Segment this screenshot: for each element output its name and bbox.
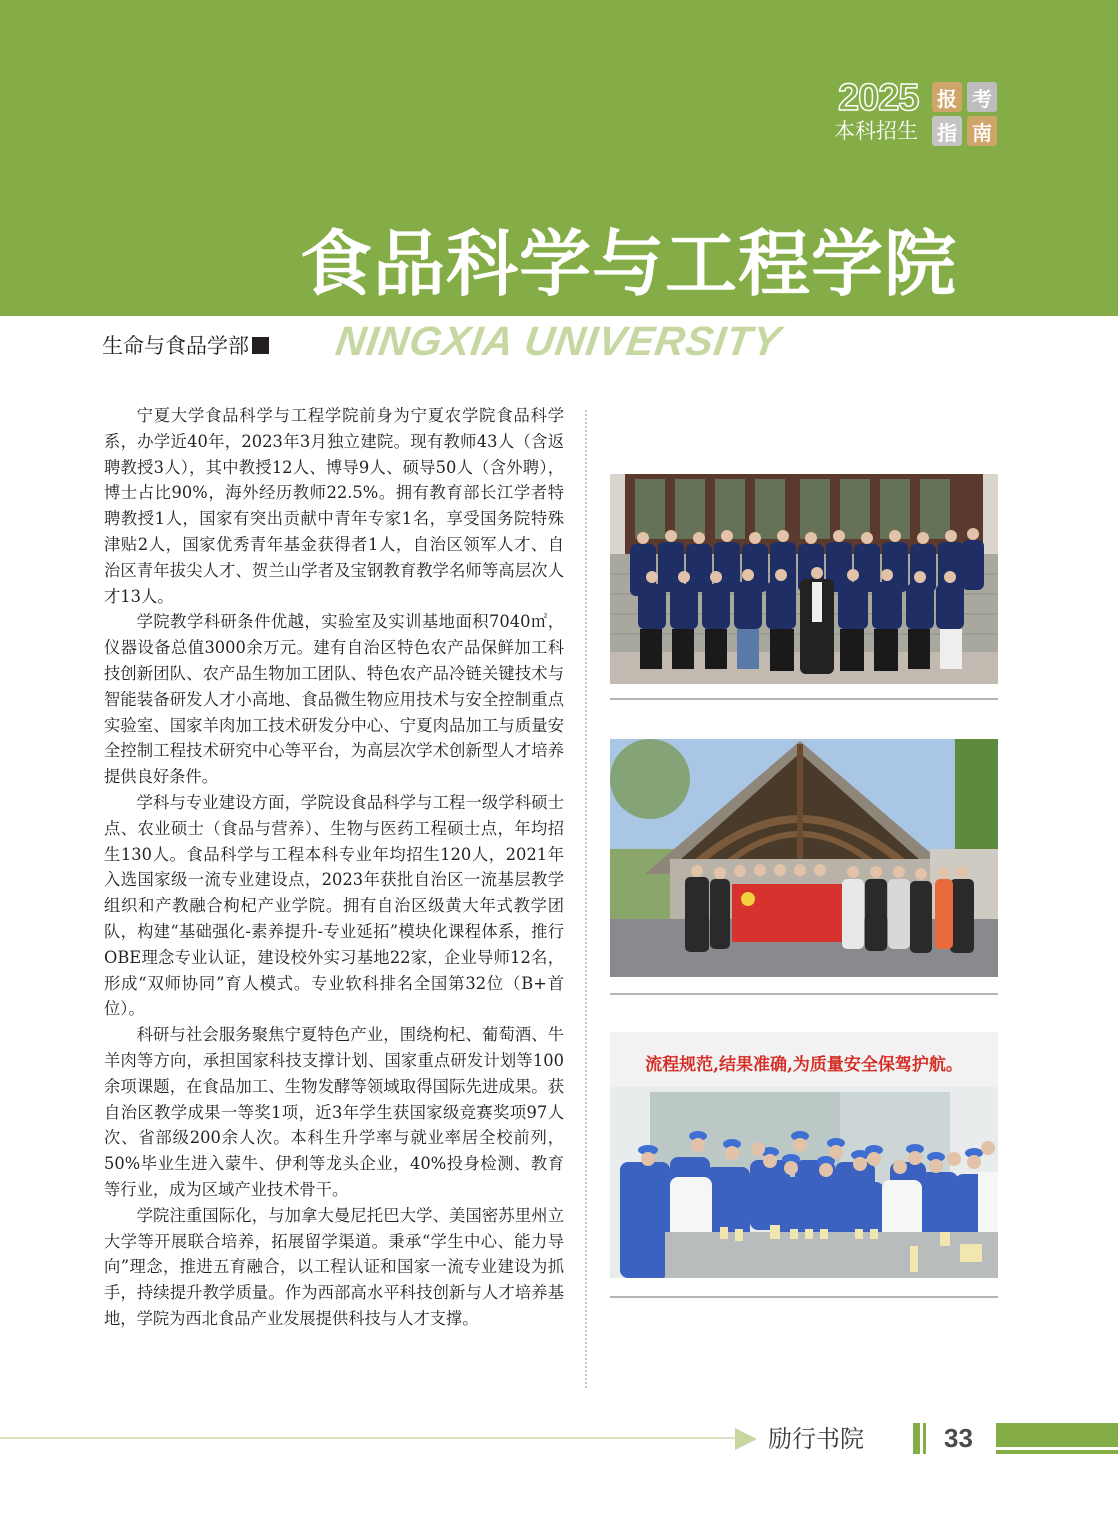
article-paragraph: 学科与专业建设方面，学院设食品科学与工程一级学科硕士点、农业硕士（食品与营养）、生物与医药工程硕士点，年均招生130人。食品科学与工程本科专业年均招生120人，2021年入选国家级一流专业建设点，2023年获批自治区一流基层教学组织和产教融合枸杞产业学院。拥有自治区级黄大年式教学团队，构建“基础强化-素养提升-专业延拓”模块化课程体系，推行OBE理念专业认证，建设校外实习基地22家，企业导师12名，形成“双师协同”育人模式。专业软科排名全国第32位（B+首位）。 bbox=[104, 792, 564, 1019]
flag-group-image bbox=[610, 739, 998, 977]
article-paragraph: 宁夏大学食品科学与工程学院前身为宁夏农学院食品科学系，办学近40年，2023年3月独立建院。现有教师43人（含返聘教授3人），其中教授12人、博导9人、硕导50人（含外聘），博士占比90%，海外经历教师22.5%。拥有教育部长江学者特聘教授1人，国家有突出贡献中青年专家1名，享受国务院特殊津贴2人，国家优秀青年基金获得者1人，自治区领军人才、自治区青年拔尖人才、贺兰山学者及宝钢教育教学名师等高层次人才13人。 bbox=[104, 406, 564, 606]
photo-separator bbox=[610, 698, 998, 700]
article-paragraph: 学院教学科研条件优越，实验室及实训基地面积7040㎡，仪器设备总值3000余万元。建有自治区特色农产品保鲜加工科技创新团队、农产品生物加工团队、特色农产品冷链关键技术与智能装备研发人才小高地、食品微生物应用技术与安全控制重点实验室、国家羊肉加工技术研发分中心、宁夏肉品加工与质量安全控制工程技术研究中心等平台，为高层次学术创新型人才培养提供良好条件。 bbox=[104, 612, 564, 787]
footer-rule bbox=[0, 1437, 740, 1439]
badge-tile: 南 bbox=[967, 116, 997, 146]
university-wordmark: NINGXIA UNIVERSITY bbox=[333, 318, 785, 364]
column-divider bbox=[585, 410, 587, 1388]
badge-subtitle: 本科招生 bbox=[834, 119, 918, 143]
badge-tile: 考 bbox=[967, 82, 997, 112]
footer-section-label: 励行书院 bbox=[768, 1425, 864, 1453]
photo-flag-group bbox=[610, 739, 998, 977]
header-band bbox=[0, 0, 1118, 316]
photo-separator bbox=[610, 1296, 998, 1298]
department-label bbox=[102, 332, 269, 360]
lab-banner-text: 流程规范,结果准确,为质量安全保驾护航。 bbox=[645, 1055, 963, 1075]
photo-lab-team bbox=[610, 1032, 998, 1278]
badge-year: 2025 bbox=[838, 77, 919, 119]
department-name: 生命与食品学部 bbox=[102, 334, 249, 358]
badge-tile: 指 bbox=[932, 116, 962, 146]
badge-tile: 报 bbox=[932, 82, 962, 112]
footer-color-line bbox=[996, 1450, 1118, 1454]
lab-team-image bbox=[610, 1032, 998, 1278]
admission-guide-badge bbox=[834, 77, 1004, 150]
square-bullet-icon bbox=[252, 337, 269, 354]
double-bar-icon bbox=[913, 1423, 927, 1454]
page-title: 食品科学与工程学院 bbox=[300, 221, 958, 306]
triangle-arrow-icon bbox=[735, 1428, 757, 1450]
photo-faculty-group bbox=[610, 474, 998, 684]
article-body bbox=[104, 403, 564, 1332]
page-number: 33 bbox=[944, 1423, 973, 1453]
article-paragraph: 科研与社会服务聚焦宁夏特色产业，围绕枸杞、葡萄酒、牛羊肉等方向，承担国家科技支撑计划、国家重点研发计划等100余项课题，在食品加工、生物发酵等领域取得国际先进成果。获自治区教学成果一等奖1项，近3年学生获国家级竞赛奖项97人次、省部级200余人次。本科生升学率与就业率居全校前列，50%毕业生进入蒙牛、伊利等龙头企业，40%投身检测、教育等行业，成为区域产业技术骨干。 bbox=[104, 1025, 564, 1199]
article-paragraph: 学院注重国际化，与加拿大曼尼托巴大学、美国密苏里州立大学等开展联合培养，拓展留学渠道。秉承“学生中心、能力导向”理念，推进五育融合，以工程认证和国家一流专业建设为抓手，持续提升教学质量。作为西部高水平科技创新与人才培养基地，学院为西北食品产业发展提供科技与人才支撑。 bbox=[104, 1205, 564, 1328]
faculty-group-image bbox=[610, 474, 998, 684]
photo-separator bbox=[610, 993, 998, 995]
footer-color-block bbox=[996, 1423, 1118, 1447]
